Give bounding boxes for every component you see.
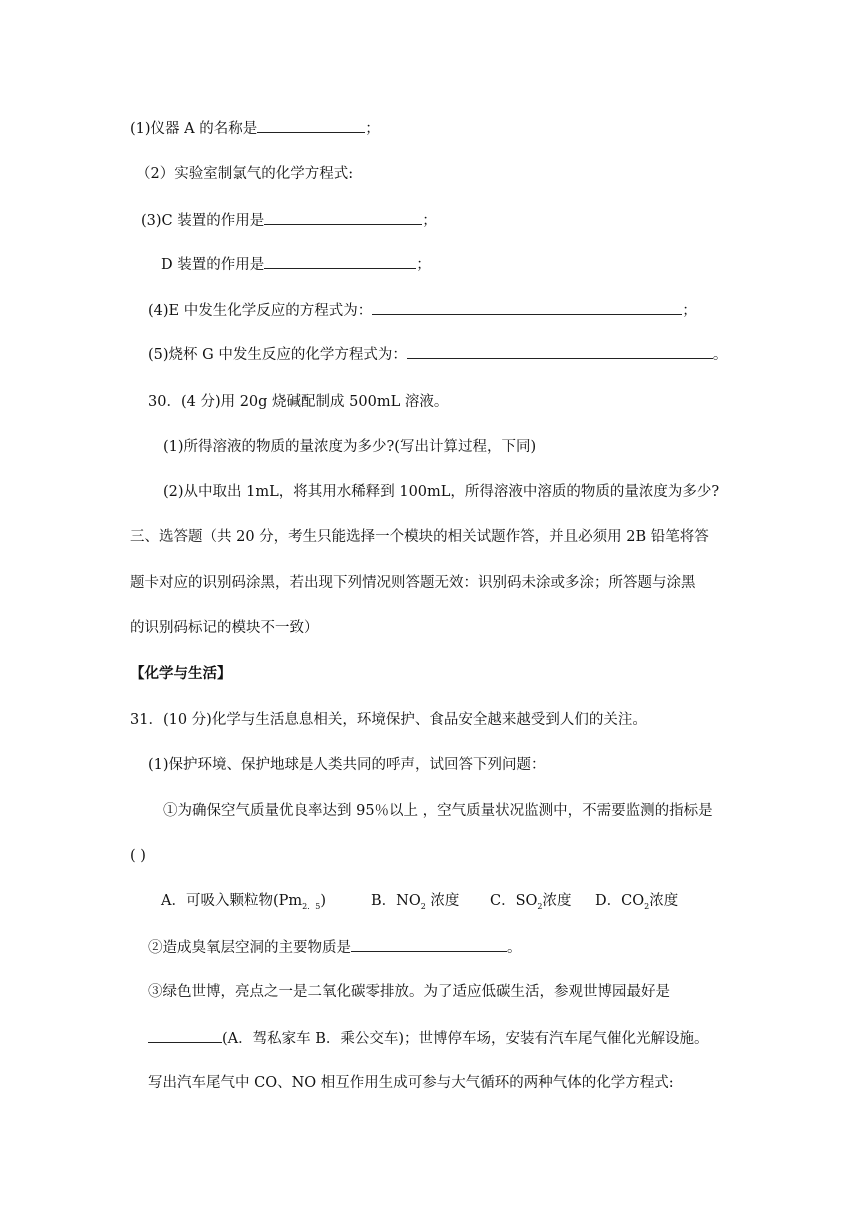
q29-part2: （2）实验室制氯气的化学方程式: <box>136 166 354 182</box>
section3-line2: 题卡对应的识别码涂黑，若出现下列情况则答题无效：识别码未涂或多涂；所答题与涂黑 <box>130 575 696 591</box>
q31-sub1: ①为确保空气质量优良率达到 95％以上 ，空气质量状况监测中，不需要监测的指标是 <box>163 803 713 819</box>
q31-option-a: A．可吸入颗粒物$(Pm_{2.5})$ <box>161 893 326 911</box>
answer-blank <box>148 1028 222 1043</box>
q29-part1: (1)仪器 A 的名称是 ； <box>130 118 380 139</box>
q31-option-c: C．$SO_2$浓度 <box>490 893 572 911</box>
answer-blank <box>257 118 365 133</box>
q31-sub2: ②造成臭氧层空洞的主要物质是 。 <box>148 937 522 958</box>
section3-line1: 三、选答题（共 20 分，考生只能选择一个模块的相关试题作答，并且必须用 2B 铅笔将答 <box>130 529 709 545</box>
q29-part3-d: D 装置的作用是 ； <box>161 254 431 275</box>
answer-blank <box>264 254 416 269</box>
q31-option-d: D．$CO_2$浓度 <box>595 893 679 911</box>
q30-part2: (2)从中取出 1mL，将其用水稀释到 100mL，所得溶液中溶质的物质的量浓度为多少? <box>163 484 720 500</box>
q31-option-b: B．$NO_2$ 浓度 <box>371 893 460 911</box>
answer-blank <box>407 344 713 359</box>
section3-line3: 的识别码标记的模块不一致） <box>130 620 319 636</box>
answer-blank <box>351 937 507 952</box>
q29-part4: (4)E 中发生化学反应的方程式为： ； <box>148 300 697 321</box>
q31-answer-paren: ( ) <box>130 848 146 864</box>
module-title: 【化学与生活】 <box>130 665 232 682</box>
q31-stem: 31．(10 分)化学与生活息息相关，环境保护、食品安全越来越受到人们的关注。 <box>130 712 647 728</box>
q29-part5: (5)烧杯 G 中发生反应的化学方程式为： 。 <box>148 344 727 365</box>
q30-part1: (1)所得溶液的物质的量浓度为多少?(写出计算过程，下同) <box>163 439 537 455</box>
answer-blank <box>372 300 682 315</box>
q31-sub3-last: 写出汽车尾气中 CO、NO 相互作用生成可参与大气循环的两种气体的化学方程式: <box>148 1075 674 1091</box>
q30-stem: 30．(4 分)用 20g 烧碱配制成 500mL 溶液。 <box>148 394 449 410</box>
answer-blank <box>264 210 422 225</box>
q31-sub3: ③绿色世博，亮点之一是二氧化碳零排放。为了适应低碳生活，参观世博园最好是 <box>148 984 670 1000</box>
q31-sub3-cont: (A．驾私家车 B．乘公交车)；世博停车场，安装有汽车尾气催化光解设施。 <box>148 1028 709 1049</box>
q29-part3: (3)C 装置的作用是 ； <box>141 210 437 231</box>
q31-part1: (1)保护环境、保护地球是人类共同的呼声，试回答下列问题： <box>148 757 546 773</box>
